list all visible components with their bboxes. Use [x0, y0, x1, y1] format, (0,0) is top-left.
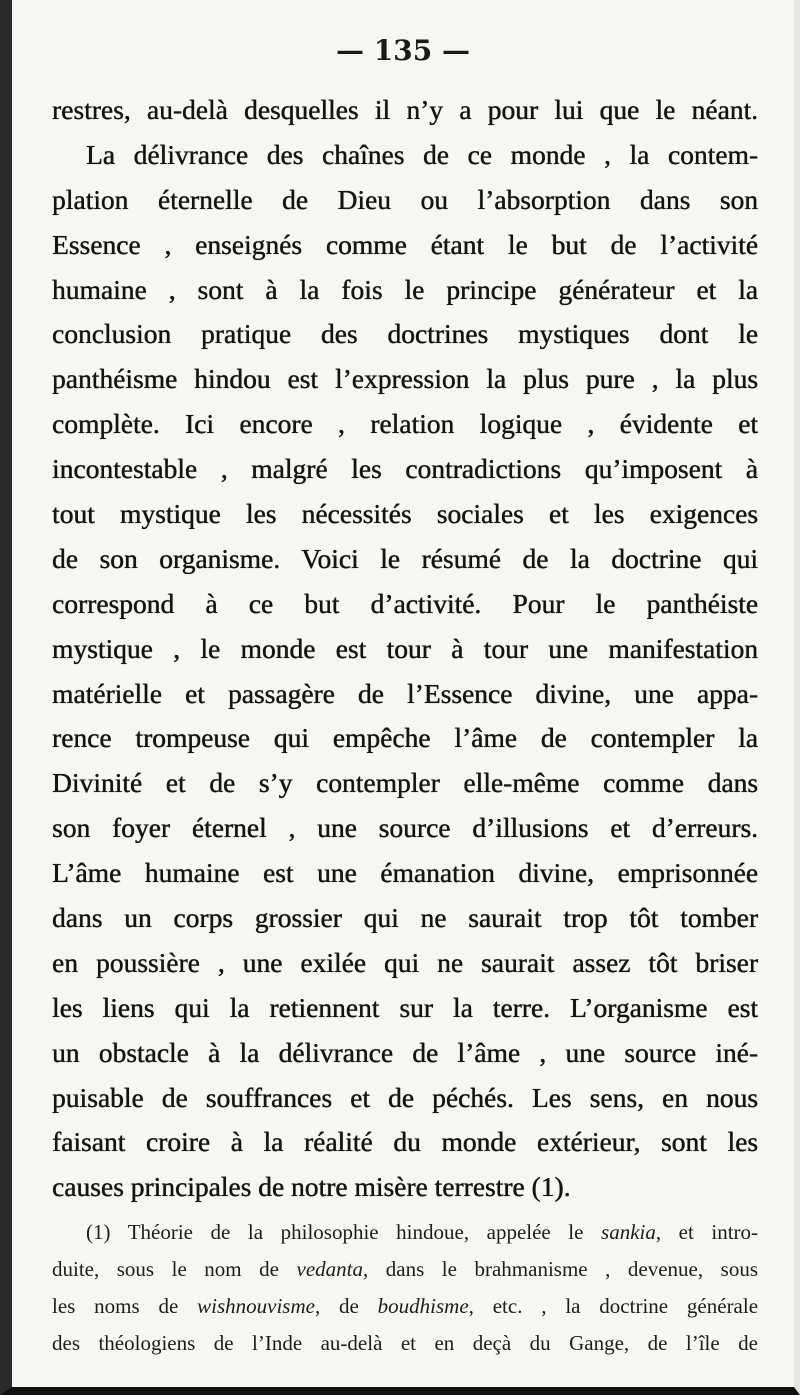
footnote-line [52, 1288, 758, 1325]
text-line: complète. Ici encore , relation logique , évidente et [52, 408, 758, 440]
text-line: conclusion pratique des doctrines mystiques dont le [52, 318, 758, 350]
footnote-text: , etc. , la doctrine générale [468, 1294, 759, 1318]
text-line: restres, au-delà desquelles il n’y a pour lui que le néant. [52, 94, 758, 125]
footnote-text: , dans le brahmanisme , devenue, sous [363, 1257, 758, 1281]
footnote [52, 1214, 758, 1362]
text-line: mystique , le monde est tour à tour une manifestation [52, 632, 758, 664]
text-line: causes principales de notre misère terrestre (1). [52, 1171, 571, 1203]
footnote-line [52, 1214, 758, 1251]
text-line: rence trompeuse qui empêche l’âme de contempler la [52, 722, 758, 754]
text-line: La délivrance des chaînes de ce monde , la contem- [86, 138, 758, 170]
text-line: matérielle et passagère de l’Essence divine, une appa- [52, 677, 758, 709]
text-line: L’âme humaine est une émanation divine, emprisonnée [52, 857, 758, 889]
footnote-text: Théorie de la philosophie hindoue, appelée le [127, 1220, 584, 1244]
footnote-text: , et intro- [655, 1220, 759, 1244]
text-line: Divinité et de s’y contempler elle-même comme dans [52, 767, 758, 799]
text-line: panthéisme hindou est l’expression la plus pure , la plus [52, 363, 758, 395]
text-line: tout mystique les nécessités sociales et les exigences [52, 498, 758, 530]
text-line: plation éternelle de Dieu ou l’absorption dans son [52, 183, 758, 215]
text-line: dans un corps grossier qui ne saurait trop tôt tomber [52, 902, 758, 934]
footnote-marker: (1) [86, 1220, 111, 1244]
footnote-term: wishnouvisme [197, 1294, 315, 1318]
page-number: — 135 — [336, 34, 470, 67]
main-text [52, 88, 758, 1210]
text-line: humaine , sont à la fois le principe générateur et la [52, 273, 758, 305]
text-line: son foyer éternel , une source d’illusions et d’erreurs. [52, 812, 758, 844]
footnote-text: , de [314, 1294, 359, 1318]
text-line: correspond à ce but d’activité. Pour le panthéiste [52, 587, 758, 619]
text-line: de son organisme. Voici le résumé de la doctrine qui [52, 542, 758, 574]
text-line: puisable de souffrances et de péchés. Les sens, en nous [52, 1081, 758, 1113]
text-line: incontestable , malgré les contradictions qu’imposent à [52, 453, 758, 485]
footnote-line: des théologiens de l’Inde au-delà et en deçà du Gange, de l’île de [52, 1331, 758, 1355]
text-line: Essence , enseignés comme étant le but de l’activité [52, 228, 758, 260]
footnote-text: duite, sous le nom de [52, 1257, 279, 1281]
footnote-text: les noms de [52, 1294, 179, 1318]
text-line: un obstacle à la délivrance de l’âme , une source iné- [52, 1036, 758, 1068]
text-line: faisant croire à la réalité du monde extérieur, sont les [52, 1126, 758, 1158]
footnote-term: sankia [601, 1220, 656, 1244]
footnote-term: boudhisme [377, 1294, 469, 1318]
footnote-term: vedanta [296, 1257, 364, 1281]
text-line: en poussière , une exilée qui ne saurait assez tôt briser [52, 946, 758, 978]
footnote-line [52, 1251, 758, 1288]
text-line: les liens qui la retiennent sur la terre. L’organisme est [52, 991, 758, 1023]
